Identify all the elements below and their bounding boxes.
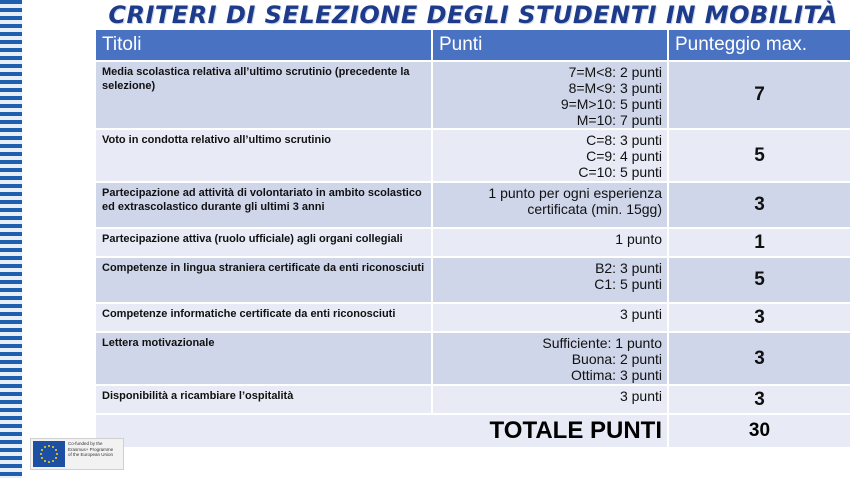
- criterion-max-score: 3: [668, 303, 850, 332]
- points-line: 9=M>10: 5 punti: [560, 96, 662, 112]
- criterion-points: [432, 385, 668, 414]
- flag-star-icon: [55, 457, 57, 459]
- criterion-points: [432, 228, 668, 257]
- criterion-max-score: 3: [668, 332, 850, 385]
- flag-star-icon: [41, 449, 43, 451]
- table-row: [96, 332, 850, 385]
- criterion-max-score: 5: [668, 257, 850, 303]
- criterion-max-score: 5: [668, 129, 850, 182]
- total-value: 30: [668, 414, 850, 447]
- points-line: 3 punti: [619, 388, 662, 404]
- table-row: [96, 385, 850, 414]
- flag-star-icon: [52, 460, 54, 462]
- criterion-points: [432, 332, 668, 385]
- criterion-max-score: 7: [668, 61, 850, 129]
- table-row: [96, 303, 850, 332]
- points-line: C=9: 4 punti: [586, 148, 662, 164]
- erasmus-logo: [30, 438, 124, 470]
- criterion-points: [432, 61, 668, 129]
- flag-star-icon: [44, 460, 46, 462]
- points-line: Sufficiente: 1 punto: [542, 335, 662, 351]
- left-margin: [22, 0, 96, 478]
- points-line: B2: 3 punti: [595, 260, 662, 276]
- criterion-title: Lettera motivazionale: [96, 332, 432, 385]
- flag-star-icon: [56, 453, 58, 455]
- criterion-title: Competenze in lingua straniera certificate da enti riconosciuti: [96, 257, 432, 303]
- criterion-points: [432, 303, 668, 332]
- criterion-max-score: 1: [668, 228, 850, 257]
- total-label: TOTALE PUNTI: [96, 414, 668, 447]
- criterion-points: [432, 129, 668, 182]
- points-line: C=8: 3 punti: [586, 132, 662, 148]
- flag-star-icon: [48, 461, 50, 463]
- criterion-title: Partecipazione ad attività di volontariato in ambito scolastico ed extrascolastico durante gli ultimi 3 anni: [96, 182, 432, 228]
- logo-line: Co-funded by the: [68, 441, 103, 446]
- table-row: [96, 228, 850, 257]
- points-line: Ottima: 3 punti: [570, 367, 662, 383]
- criterion-points: [432, 182, 668, 228]
- criterion-title: Partecipazione attiva (ruolo ufficiale) agli organi collegiali: [96, 228, 432, 257]
- points-line: 3 punti: [619, 306, 662, 322]
- selection-criteria-table: [96, 30, 850, 447]
- header-punteggio-max: Punteggio max.: [668, 30, 850, 61]
- decorative-stripe-bar: [0, 0, 22, 478]
- points-line: certificata (min. 15gg): [527, 201, 662, 217]
- eu-flag-icon: [33, 441, 65, 467]
- criterion-title: Disponibilità a ricambiare l’ospitalità: [96, 385, 432, 414]
- header-punti: Punti: [432, 30, 668, 61]
- flag-star-icon: [40, 453, 42, 455]
- flag-star-icon: [48, 445, 50, 447]
- points-line: 8=M<9: 3 punti: [568, 80, 662, 96]
- flag-star-icon: [55, 449, 57, 451]
- criterion-title: Media scolastica relativa all’ultimo scrutinio (precedente la selezione): [96, 61, 432, 129]
- criterion-title: Voto in condotta relativo all’ultimo scrutinio: [96, 129, 432, 182]
- logo-text: [68, 441, 122, 458]
- criterion-points: [432, 257, 668, 303]
- page-title: CRITERI DI SELEZIONE DEGLI STUDENTI IN MOBILITÀ: [108, 1, 838, 29]
- table-row: [96, 257, 850, 303]
- table-row: [96, 182, 850, 228]
- points-line: 1 punto per ogni esperienza: [488, 185, 662, 201]
- total-row: [96, 414, 850, 447]
- points-line: 1 punto: [615, 231, 662, 247]
- header-titoli: Titoli: [96, 30, 432, 61]
- flag-star-icon: [52, 446, 54, 448]
- criterion-title: Competenze informatiche certificate da enti riconosciuti: [96, 303, 432, 332]
- flag-star-icon: [41, 457, 43, 459]
- table-header-row: [96, 30, 850, 61]
- flag-star-icon: [44, 446, 46, 448]
- criterion-max-score: 3: [668, 385, 850, 414]
- points-line: C=10: 5 punti: [578, 164, 662, 180]
- points-line: 7=M<8: 2 punti: [568, 64, 662, 80]
- logo-line: Erasmus+ Programme: [68, 446, 114, 452]
- points-line: C1: 5 punti: [594, 276, 662, 292]
- criterion-max-score: 3: [668, 182, 850, 228]
- logo-line: of the European Union: [68, 452, 114, 457]
- points-line: M=10: 7 punti: [576, 112, 662, 128]
- table-row: [96, 129, 850, 182]
- table-row: [96, 61, 850, 129]
- points-line: Buona: 2 punti: [571, 351, 662, 367]
